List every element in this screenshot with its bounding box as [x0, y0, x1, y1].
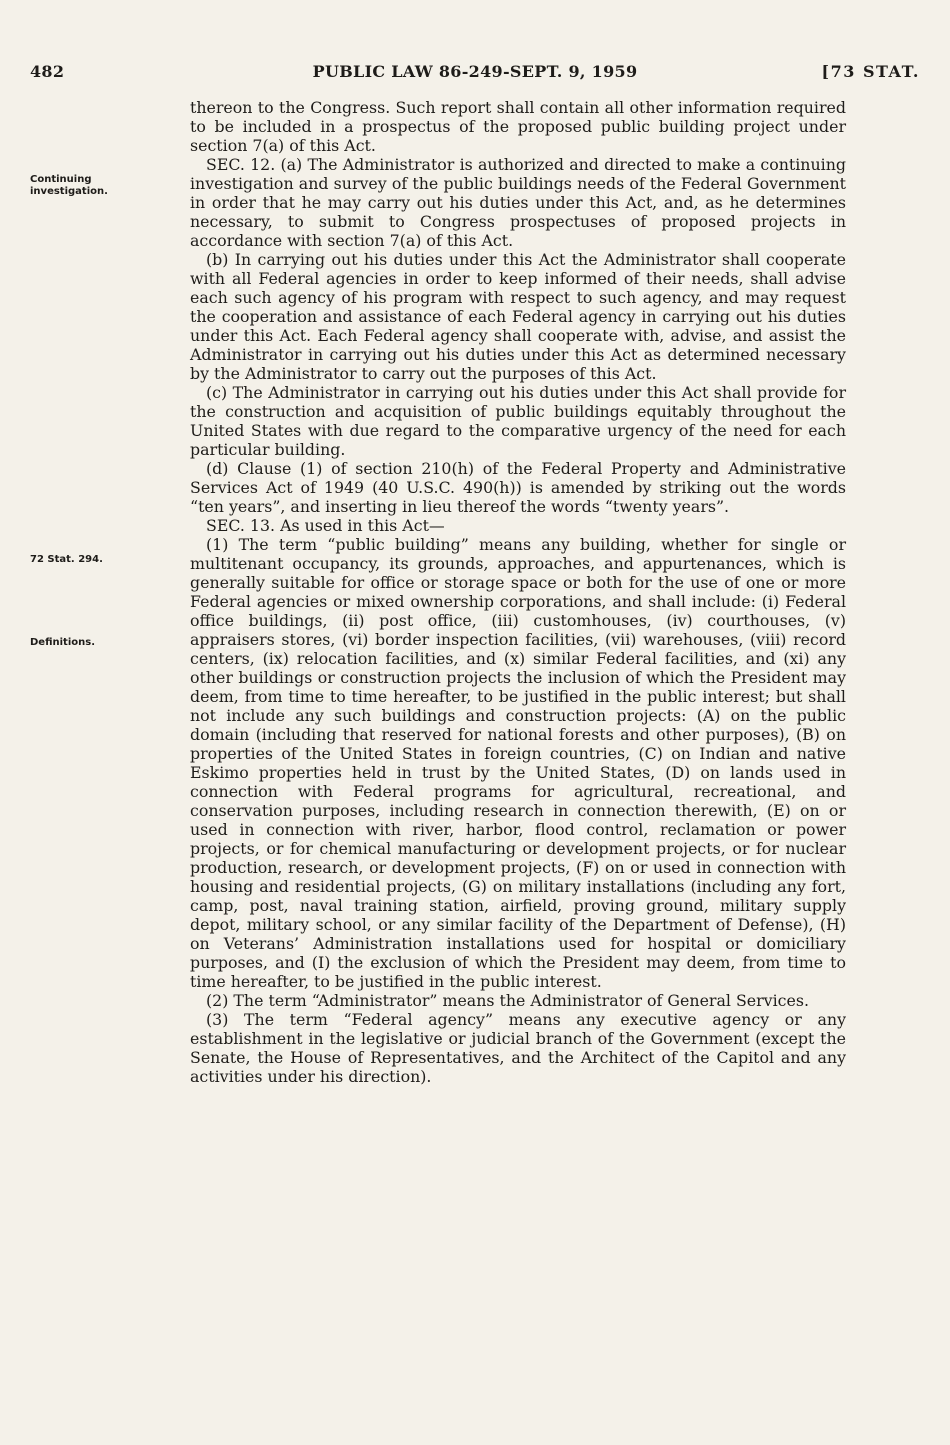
paragraph-report-continuation: thereon to the Congress. Such report shall contain all other information required to be included in a prospectus of the proposed public building project under section 7(a) of this Act. [190, 98, 846, 155]
page-number: 482 [30, 62, 65, 81]
paragraph-definition-administrator: (2) The term “Administrator” means the Administrator of General Services. [206, 991, 809, 1010]
paragraph-sec-12-b: (b) In carrying out his duties under this Act the Administrator shall cooperate with all Federal agencies in order to keep informed of their needs, shall advise each such agency of his program with respect to such agency, and may request the cooperation and assistance of each Federal agency in carrying out his duties under this Act. Each Federal agency shall cooperate with, advise, and assist the Administrator in carrying out his duties under this Act as determined necessary by the Administrator to carry out the purposes of this Act. [190, 250, 846, 383]
paragraph-definition-public-building: (1) The term “public building” means any building, whether for single or multitenant occupancy, its grounds, approaches, and appurtenances, which is generally suitable for office or storage space or both for the use of one or more Federal agencies or mixed ownership corporations, and shall include: (i) Federal office buildings, (ii) post office, (iii) customhouses, (iv) courthouses, (v) appraisers stores, (vi) border inspection facilities, (vii) warehouses, (viii) record centers, (ix) relocation facilities, and (x) similar Federal facilities, and (xi) any other buildings or construction projects the inclusion of which the President may deem, from time to time hereafter, to be justified in the public interest; but shall not include any such buildings and construction projects: (A) on the public domain (including that reserved for national forests and other purposes), (B) on properties of the United States in foreign countries, (C) on Indian and native Eskimo properties held in trust by the United States, (D) on lands used in connection with Federal programs for agricultural, recreational, and conservation purposes, including research in connection therewith, (E) on or used in connection with river, harbor, flood control, reclamation or power projects, or for chemical manufacturing or development projects, or for nuclear production, research, or development projects, (F) on or used in connection with housing and residential projects, (G) on military installations (including any fort, camp, post, naval training station, airfield, proving ground, military supply depot, military school, or any similar facility of the Department of Defense), (H) on Veterans’ Administration installations used for hospital or domiciliary purposes, and (I) the exclusion of which the President may deem, from time to time hereafter, to be justified in the public interest. [190, 535, 846, 991]
margin-note-definitions: Definitions. [30, 637, 95, 648]
paragraph-definition-federal-agency: (3) The term “Federal agency” means any executive agency or any establishment in the legislative or judicial branch of the Government (except the Senate, the House of Representatives, and the Architect of the Capitol and any activities under his direction). [190, 1010, 846, 1086]
body-text [190, 98, 846, 1086]
paragraph-sec-12-d: (d) Clause (1) of section 210(h) of the Federal Property and Administrative Services Act of 1949 (40 U.S.C. 490(h)) is amended by striking out the words “ten years”, and inserting in lieu thereof the words “twenty years”. [190, 459, 846, 516]
paragraph-sec-13-intro: SEC. 13. As used in this Act— [206, 516, 445, 535]
margin-note-stat-reference: 72 Stat. 294. [30, 554, 103, 565]
paragraph-sec-12-c: (c) The Administrator in carrying out his duties under this Act shall provide for the construction and acquisition of public buildings equitably throughout the United States with due regard to the comparative urgency of the need for each particular building. [190, 383, 846, 459]
running-title: PUBLIC LAW 86-249-SEPT. 9, 1959 [312, 62, 638, 81]
paragraph-sec-12-a: SEC. 12. (a) The Administrator is authorized and directed to make a continuing investigation and survey of the public buildings needs of the Federal Government in order that he may carry out his duties under this Act, and, as he determines necessary, to submit to Congress prospectuses of proposed projects in accordance with section 7(a) of this Act. [190, 155, 846, 250]
margin-note-continuing-investigation: Continuing investigation. [30, 174, 108, 197]
volume-reference: [73 STAT. [821, 62, 920, 81]
